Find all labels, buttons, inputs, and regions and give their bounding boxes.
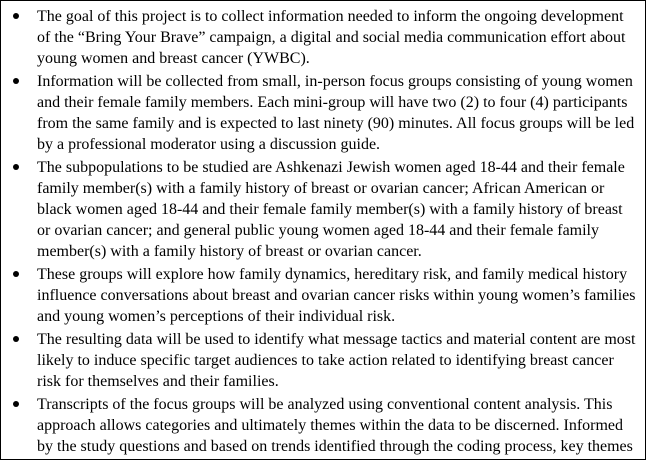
list-item-text: The resulting data will be used to identify what message tactics and material content are most likely to induce specific target audiences to take action related to identifying breast cancer risk for themselves and their families. (37, 331, 636, 390)
bullet-list (1, 1, 645, 457)
bullet-icon (13, 401, 19, 407)
list-item (1, 6, 639, 69)
bullet-icon (13, 164, 19, 170)
list-item-text: The goal of this project is to collect information needed to inform the ongoing development of the “Bring Your Brave” campaign, a digital and social media communication effort about young women and breast cancer (YWBC). (37, 8, 626, 67)
list-item (1, 264, 639, 327)
bullet-icon (13, 13, 19, 19)
list-item (1, 157, 639, 262)
list-item-text: Information will be collected from small, in-person focus groups consisting of young women and their female family members. Each mini-group will have two (2) to four (4) participants from the same family and is expected to last ninety (90) minutes. All focus groups will be led by a professional moderator using a discussion guide. (37, 73, 635, 153)
list-item-text: The subpopulations to be studied are Ashkenazi Jewish women aged 18-44 and their female family member(s) with a family history of breast or ovarian cancer; African American or black women aged 18-44 and their female family member(s) with a family history of breast or ovarian cancer; and general public young women aged 18-44 and their female family member(s) with a family history of breast or ovarian cancer. (37, 159, 625, 260)
list-item (1, 394, 639, 457)
list-item-text: Transcripts of the focus groups will be analyzed using conventional content analysis. This approach allows categories and ultimately themes within the data to be discerned. Informed by the study questions and based on trends identified through the coding process, key themes (37, 396, 633, 455)
bullet-icon (13, 336, 19, 342)
bullet-icon (13, 271, 19, 277)
list-item-text: These groups will explore how family dynamics, hereditary risk, and family medical history influence conversations about breast and ovarian cancer risks within young women’s families and young women’s perceptions of their individual risk. (37, 266, 636, 325)
bullet-icon (13, 78, 19, 84)
list-item (1, 329, 639, 392)
list-item (1, 71, 639, 155)
